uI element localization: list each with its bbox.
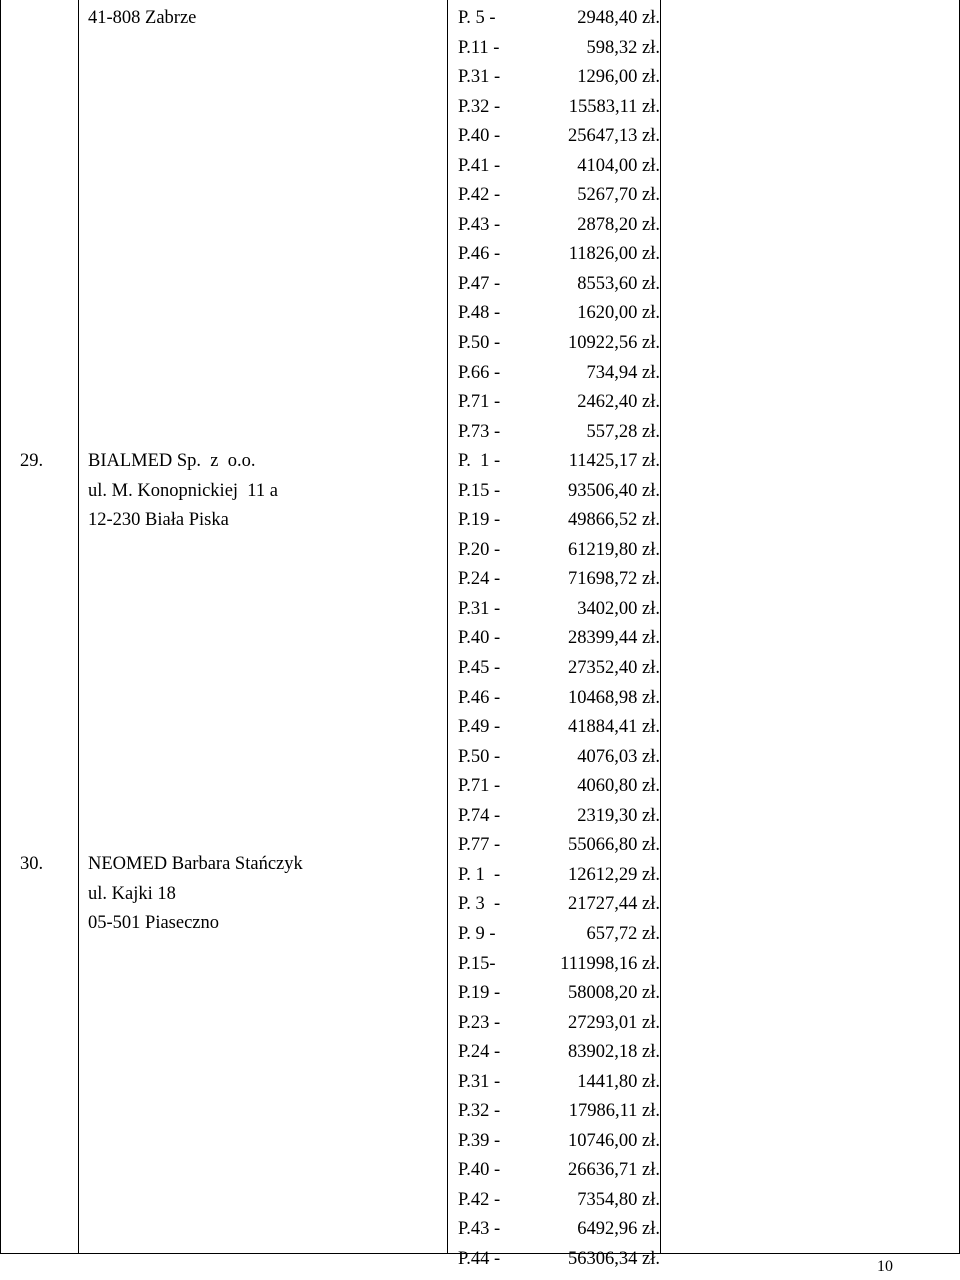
item-amount: 1620,00 zł. (577, 303, 660, 324)
item-amount: 10922,56 zł. (568, 333, 660, 354)
payment-line (458, 831, 660, 861)
item-amount: 83902,18 zł. (568, 1042, 660, 1063)
item-code: P.44 - (458, 1248, 501, 1269)
payment-line (458, 624, 660, 654)
payment-line (458, 950, 660, 980)
payment-line (458, 1215, 660, 1245)
contractor-address (88, 447, 278, 536)
payment-line (458, 181, 660, 211)
item-amount: 598,32 zł. (586, 37, 660, 58)
item-code: P.24 - (458, 569, 501, 590)
item-code: P.15 - (458, 480, 501, 501)
item-amount: 2319,30 zł. (577, 805, 660, 826)
item-amount: 557,28 zł. (586, 421, 660, 442)
item-code: P.15- (458, 953, 496, 974)
payment-line (458, 684, 660, 714)
item-code: P.49 - (458, 717, 501, 738)
payment-line (458, 1156, 660, 1186)
item-code: P.77 - (458, 835, 501, 856)
payment-line (458, 418, 660, 448)
item-amount: 21727,44 zł. (568, 894, 660, 915)
address-line: ul. Kajki 18 (88, 883, 176, 904)
item-amount: 2462,40 zł. (577, 392, 660, 413)
item-amount: 4104,00 zł. (577, 155, 660, 176)
item-amount: 3402,00 zł. (577, 598, 660, 619)
item-amount: 657,72 zł. (586, 923, 660, 944)
page-number: 10 (877, 1258, 893, 1275)
payment-line (458, 1068, 660, 1098)
item-code: P.46 - (458, 687, 501, 708)
payment-line (458, 152, 660, 182)
address-line: 05-501 Piaseczno (88, 913, 220, 934)
item-code: P.40 - (458, 126, 501, 147)
row-number: 29. (20, 451, 44, 471)
address-line: 41-808 Zabrze (88, 8, 197, 28)
item-amount: 41884,41 zł. (568, 717, 660, 738)
item-code: P.47 - (458, 273, 501, 294)
payment-line (458, 713, 660, 743)
item-amount: 2878,20 zł. (577, 214, 660, 235)
table-border-left (0, 0, 1, 1254)
item-code: P.73 - (458, 421, 501, 442)
payment-line (458, 299, 660, 329)
payment-line (458, 1009, 660, 1039)
payment-line (458, 1038, 660, 1068)
payment-line (458, 477, 660, 507)
item-code: P.19 - (458, 983, 501, 1004)
item-code: P.32 - (458, 96, 501, 117)
item-amount: 7354,80 zł. (577, 1189, 660, 1210)
item-code: P.41 - (458, 155, 501, 176)
payment-line (458, 979, 660, 1009)
payment-line (458, 63, 660, 93)
item-code: P. 1 - (458, 451, 501, 472)
item-amount: 10468,98 zł. (568, 687, 660, 708)
payment-line (458, 802, 660, 832)
item-code: P.71 - (458, 392, 501, 413)
payment-line (458, 506, 660, 536)
payment-line (458, 447, 660, 477)
payment-line (458, 772, 660, 802)
item-amount: 61219,80 zł. (568, 539, 660, 560)
item-amount: 10746,00 zł. (568, 1130, 660, 1151)
item-code: P.11 - (458, 37, 500, 58)
item-code: P.31 - (458, 598, 501, 619)
payment-line (458, 654, 660, 684)
payment-line (458, 34, 660, 64)
item-code: P.48 - (458, 303, 501, 324)
payment-line (458, 329, 660, 359)
payment-line (458, 1186, 660, 1216)
contractor-address (88, 850, 303, 939)
payment-line (458, 122, 660, 152)
item-amount: 27293,01 zł. (568, 1012, 660, 1033)
item-code: P.43 - (458, 1219, 501, 1240)
item-code: P.24 - (458, 1042, 501, 1063)
item-amount: 58008,20 zł. (568, 983, 660, 1004)
payment-line (458, 861, 660, 891)
item-amount: 93506,40 zł. (568, 480, 660, 501)
company-name: BIALMED Sp. z o.o. (88, 451, 256, 471)
payment-line (458, 1245, 660, 1275)
item-code: P.50 - (458, 333, 501, 354)
contractor-address (88, 4, 196, 34)
payment-line (458, 359, 660, 389)
company-name: NEOMED Barbara Stańczyk (88, 854, 303, 874)
item-amount: 2948,40 zł. (577, 8, 660, 28)
item-amount: 4060,80 zł. (577, 776, 660, 797)
payment-line (458, 920, 660, 950)
item-code: P. 5 - (458, 8, 496, 28)
item-amount: 6492,96 zł. (577, 1219, 660, 1240)
item-amount: 27352,40 zł. (568, 658, 660, 679)
item-code: P.20 - (458, 539, 501, 560)
column-divider (660, 0, 661, 1254)
item-code: P.66 - (458, 362, 501, 383)
address-line: 12-230 Biała Piska (88, 510, 229, 531)
item-amount: 17986,11 zł. (568, 1101, 660, 1122)
item-amount: 8553,60 zł. (577, 273, 660, 294)
payment-line (458, 743, 660, 773)
item-code: P.39 - (458, 1130, 501, 1151)
item-code: P.42 - (458, 1189, 501, 1210)
item-amount: 49866,52 zł. (568, 510, 660, 531)
item-amount: 734,94 zł. (586, 362, 660, 383)
item-amount: 1296,00 zł. (577, 67, 660, 88)
item-code: P.40 - (458, 1160, 501, 1181)
item-amount: 56306,34 zł. (568, 1248, 660, 1269)
item-amount: 26636,71 zł. (568, 1160, 660, 1181)
payment-line (458, 1097, 660, 1127)
item-code: P.40 - (458, 628, 501, 649)
payment-line (458, 595, 660, 625)
payment-line (458, 536, 660, 566)
item-code: P.45 - (458, 658, 501, 679)
item-amount: 1441,80 zł. (577, 1071, 660, 1092)
payment-line (458, 388, 660, 418)
item-code: P.46 - (458, 244, 501, 265)
item-amount: 71698,72 zł. (568, 569, 660, 590)
item-amount: 25647,13 zł. (568, 126, 660, 147)
item-amount: 5267,70 zł. (577, 185, 660, 206)
item-amount: 55066,80 zł. (568, 835, 660, 856)
column-divider (78, 0, 79, 1254)
item-code: P.43 - (458, 214, 501, 235)
payment-line (458, 93, 660, 123)
item-code: P.31 - (458, 1071, 501, 1092)
item-code: P.23 - (458, 1012, 501, 1033)
item-amount: 28399,44 zł. (568, 628, 660, 649)
item-code: P. 9 - (458, 923, 496, 944)
item-code: P. 1 - (458, 864, 501, 885)
payment-line (458, 890, 660, 920)
payment-line (458, 4, 660, 34)
item-code: P.32 - (458, 1101, 501, 1122)
address-line: ul. M. Konopnickiej 11 a (88, 480, 278, 501)
payment-line (458, 211, 660, 241)
item-code: P.31 - (458, 67, 501, 88)
item-amount: 12612,29 zł. (568, 864, 660, 885)
item-amount: 11425,17 zł. (568, 451, 660, 472)
payment-line (458, 1127, 660, 1157)
item-amount: 11826,00 zł. (568, 244, 660, 265)
item-amount: 4076,03 zł. (577, 746, 660, 767)
column-divider (447, 0, 448, 1254)
item-code: P.74 - (458, 805, 501, 826)
payment-line (458, 565, 660, 595)
payments-column (458, 4, 660, 1275)
item-code: P.50 - (458, 746, 501, 767)
item-amount: 15583,11 zł. (568, 96, 660, 117)
item-code: P.71 - (458, 776, 501, 797)
payment-line (458, 270, 660, 300)
item-code: P.19 - (458, 510, 501, 531)
item-code: P. 3 - (458, 894, 501, 915)
payment-line (458, 240, 660, 270)
item-code: P.42 - (458, 185, 501, 206)
row-number: 30. (20, 854, 44, 874)
item-amount: 111998,16 zł. (560, 953, 660, 974)
